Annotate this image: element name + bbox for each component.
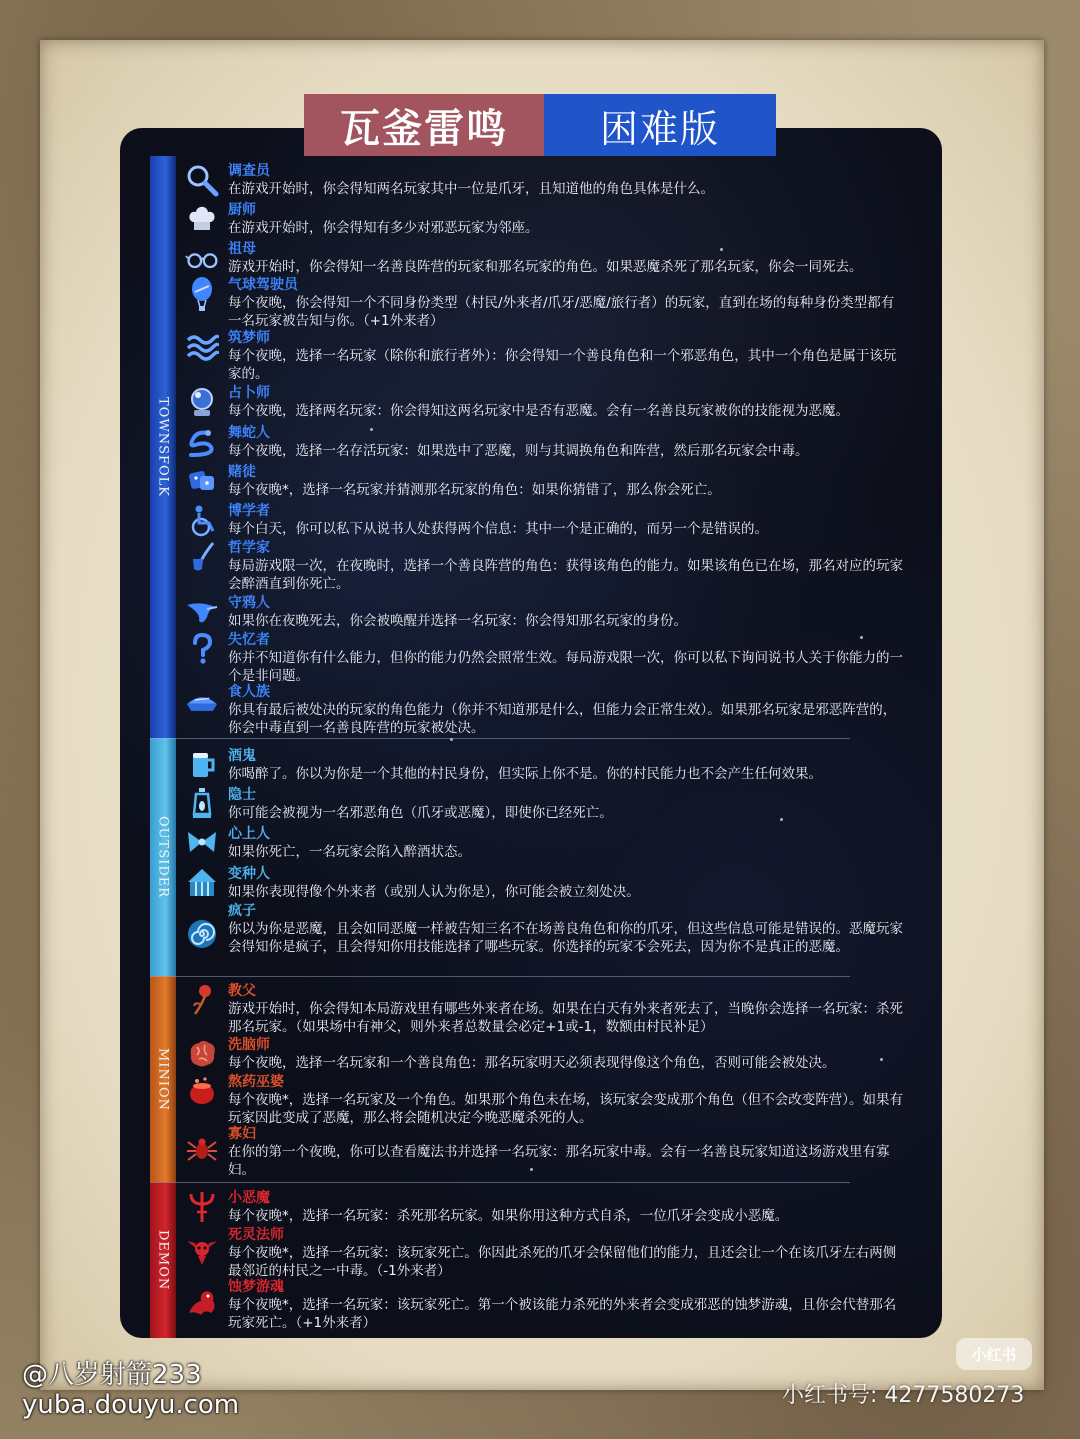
script-title: 瓦釜雷鸣 bbox=[304, 94, 544, 156]
role-name: 赌徒 bbox=[228, 464, 256, 480]
team-label-minion: MINION bbox=[155, 1047, 171, 1111]
magnifier-icon bbox=[184, 162, 220, 198]
section-divider bbox=[150, 1182, 850, 1183]
role-description: 在游戏开始时，你会得知两名玩家其中一位是爪牙，且知道他的角色具体是什么。 bbox=[228, 181, 714, 197]
author-watermark bbox=[22, 1360, 239, 1420]
balloon-icon bbox=[184, 276, 220, 312]
team-label-demon: DEMON bbox=[155, 1229, 171, 1291]
role-name: 教父 bbox=[228, 983, 256, 999]
role-description: 你喝醉了。你以为你是一个其他的村民身份，但实际上你不是。你的村民能力也不会产生任何效果。 bbox=[228, 766, 822, 782]
snake-icon bbox=[184, 424, 220, 460]
role-description: 每个夜晚，选择两名玩家：你会得知这两名玩家中是否有恶魔。会有一名善良玩家被你的技能视为恶魔。 bbox=[228, 403, 849, 419]
role-description: 如果你在夜晚死去，你会被唤醒并选择一名玩家：你会得知那名玩家的身份。 bbox=[228, 613, 687, 629]
lantern-icon bbox=[184, 786, 220, 822]
dice-icon bbox=[184, 463, 220, 499]
team-label-townsfolk: TOWNSFOLK bbox=[155, 397, 171, 497]
question-head-icon bbox=[184, 631, 220, 667]
section-divider bbox=[150, 976, 850, 977]
role-name: 食人族 bbox=[228, 684, 270, 700]
role-name: 变种人 bbox=[228, 866, 270, 882]
spider-icon bbox=[184, 1131, 220, 1167]
waves-icon bbox=[184, 329, 220, 365]
role-name: 洗脑师 bbox=[228, 1037, 270, 1053]
creature-icon bbox=[184, 1284, 220, 1320]
role-description: 如果你表现得像个外来者（或别人认为你是），你可能会被立刻处决。 bbox=[228, 884, 640, 900]
role-name: 失忆者 bbox=[228, 632, 270, 648]
role-description: 每个夜晚，选择一名玩家和一个善良角色：那名玩家明天必须表现得像这个角色，否则可能会被处决。 bbox=[228, 1055, 836, 1071]
difficulty-badge: 困难版 bbox=[544, 94, 776, 156]
team-label-outsider: OUTSIDER bbox=[155, 815, 171, 899]
role-description: 你并不知道你有什么能力，但你的能力仍然会照常生效。每局游戏限一次，你可以私下询问说书人关于你能力的一个是非问题。 bbox=[228, 650, 903, 684]
rose-icon bbox=[184, 982, 220, 1018]
team-bar-demon bbox=[150, 1182, 176, 1338]
role-description: 每个夜晚*，选择一名玩家：该玩家死亡。你因此杀死的爪牙会保留他们的能力，且还会让一个在该爪牙左右两侧最邻近的村民之一中毒。（-1外来者） bbox=[228, 1245, 897, 1279]
role-name: 隐士 bbox=[228, 787, 256, 803]
glasses-icon bbox=[184, 240, 220, 276]
brain-icon bbox=[184, 1036, 220, 1072]
role-description: 每个夜晚，你会得知一个不同身份类型（村民/外来者/爪牙/恶魔/旅行者）的玩家，直到在场的每种身份类型都有一名玩家被告知与你。（+1外来者） bbox=[228, 295, 895, 329]
role-description: 游戏开始时，你会得知本局游戏里有哪些外来者在场。如果在白天有外来者死去了，当晚你会选择一名玩家：杀死那名玩家。（如果场中有神父，则外来者总数量会必定+1或-1，数额由村民补足） bbox=[228, 1001, 903, 1035]
section-divider bbox=[150, 738, 850, 739]
role-name: 心上人 bbox=[228, 826, 270, 842]
role-description: 每个夜晚*，选择一名玩家：杀死那名玩家。如果你用这种方式自杀，一位爪牙会变成小恶魔。 bbox=[228, 1208, 789, 1224]
role-description: 你具有最后被处决的玩家的角色能力（你并不知道那是什么，但能力会正常生效）。如果那名玩家是邪恶阵营的，你会中毒直到一名善良阵营的玩家被处决。 bbox=[228, 702, 897, 736]
role-description: 每个夜晚*，选择一名玩家并猜测那名玩家的角色：如果你猜错了，那么你会死亡。 bbox=[228, 482, 721, 498]
role-description: 每个夜晚，选择一名存活玩家：如果选中了恶魔，则与其调换角色和阵营，然后那名玩家会中毒。 bbox=[228, 443, 809, 459]
role-name: 寡妇 bbox=[228, 1126, 256, 1142]
role-name: 厨师 bbox=[228, 202, 256, 218]
wheelchair-icon bbox=[184, 502, 220, 538]
skull-wings-icon bbox=[184, 1232, 220, 1268]
role-description: 每个夜晚*，选择一名玩家及一个角色。如果那个角色未在场，该玩家会变成那个角色（但不会改变阵营）。如果有玩家因此变成了恶魔，那么将会随机决定今晚恶魔杀死的人。 bbox=[228, 1092, 903, 1126]
role-name: 筑梦师 bbox=[228, 330, 270, 346]
xiaohongshu-logo: 小红书 bbox=[956, 1338, 1032, 1370]
role-name: 熬药巫婆 bbox=[228, 1074, 284, 1090]
role-description: 在游戏开始时，你会得知有多少对邪恶玩家为邻座。 bbox=[228, 220, 539, 236]
role-description: 游戏开始时，你会得知一名善良阵营的玩家和那名玩家的角色。如果恶魔杀死了那名玩家，你会一同死去。 bbox=[228, 259, 863, 275]
pipe-icon bbox=[184, 539, 220, 575]
role-name: 蚀梦游魂 bbox=[228, 1279, 284, 1295]
role-description: 每个夜晚*，选择一名玩家：该玩家死亡。第一个被该能力杀死的外来者会变成邪恶的蚀梦游魂，且你会代替那名玩家死亡。（+1外来者） bbox=[228, 1297, 897, 1331]
role-name: 舞蛇人 bbox=[228, 425, 270, 441]
trident-icon bbox=[184, 1189, 220, 1225]
bow-icon bbox=[184, 825, 220, 861]
role-name: 小恶魔 bbox=[228, 1190, 270, 1206]
crystal-ball-icon bbox=[184, 384, 220, 420]
role-description: 每局游戏限一次，在夜晚时，选择一个善良阵营的角色：获得该角色的能力。如果该角色已在场，那名对应的玩家会醉酒直到你死亡。 bbox=[228, 558, 903, 592]
cauldron-icon bbox=[184, 1073, 220, 1109]
role-name: 气球驾驶员 bbox=[228, 277, 298, 293]
team-bar-outsider bbox=[150, 738, 176, 976]
author-handle: @八岁射箭233 bbox=[22, 1360, 202, 1390]
role-name: 疯子 bbox=[228, 903, 256, 919]
account-id-watermark: 小红书号: 4277580273 bbox=[782, 1383, 1025, 1408]
role-description: 在你的第一个夜晚，你可以查看魔法书并选择一名玩家：那名玩家中毒。会有一名善良玩家知道这场游戏里有寡妇。 bbox=[228, 1144, 890, 1178]
role-name: 占卜师 bbox=[228, 385, 270, 401]
role-name: 酒鬼 bbox=[228, 748, 256, 764]
role-name: 哲学家 bbox=[228, 540, 270, 556]
role-description: 你以为你是恶魔，且会如同恶魔一样被告知三名不在场善良角色和你的爪牙，但这些信息可能是错误的。恶魔玩家会得知你是疯子，且会得知你用技能选择了哪些玩家。你选择的玩家不会死去，因为你不是真正的恶魔。 bbox=[228, 921, 903, 955]
raven-icon bbox=[184, 594, 220, 630]
role-name: 博学者 bbox=[228, 503, 270, 519]
team-bar-minion bbox=[150, 976, 176, 1182]
pie-icon bbox=[184, 683, 220, 719]
role-name: 祖母 bbox=[228, 241, 256, 257]
beer-mug-icon bbox=[184, 747, 220, 783]
team-bar-townsfolk bbox=[150, 156, 176, 738]
spiral-icon bbox=[184, 916, 220, 952]
role-name: 调查员 bbox=[228, 163, 270, 179]
role-description: 每个夜晚，选择一名玩家（除你和旅行者外）：你会得知一个善良角色和一个邪恶角色，其中一个角色是属于该玩家的。 bbox=[228, 348, 897, 382]
role-name: 死灵法师 bbox=[228, 1227, 284, 1243]
role-description: 如果你死亡，一名玩家会陷入醉酒状态。 bbox=[228, 844, 471, 860]
author-site: yuba.douyu.com bbox=[22, 1390, 240, 1420]
chef-hat-icon bbox=[184, 201, 220, 237]
role-name: 守鸦人 bbox=[228, 595, 270, 611]
role-description: 你可能会被视为一名邪恶角色（爪牙或恶魔），即使你已经死亡。 bbox=[228, 805, 613, 821]
role-description: 每个白天，你可以私下从说书人处获得两个信息：其中一个是正确的，而另一个是错误的。 bbox=[228, 521, 768, 537]
circus-tent-icon bbox=[184, 865, 220, 901]
